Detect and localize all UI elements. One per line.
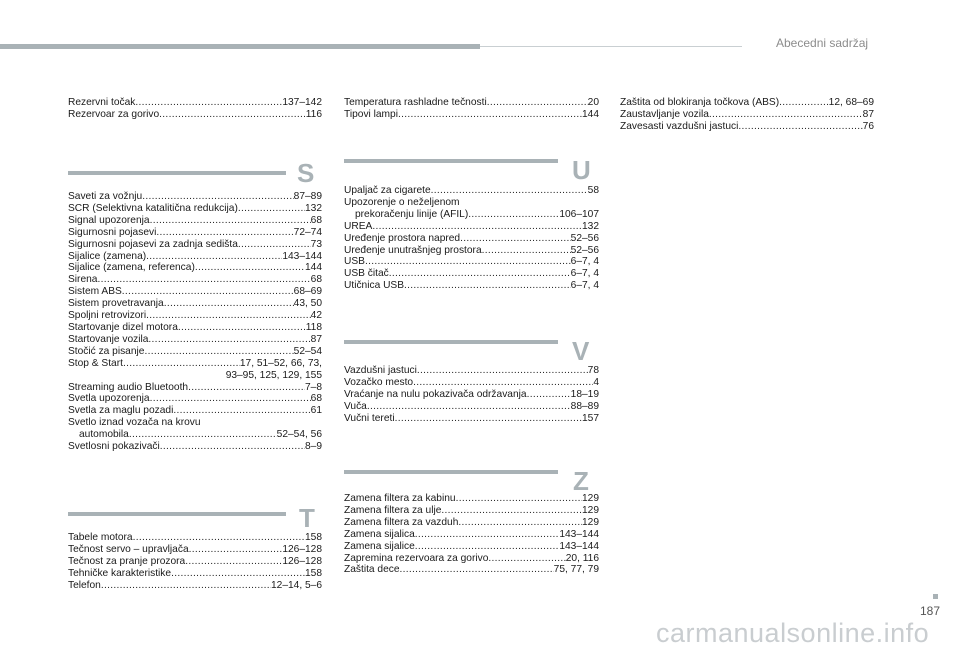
entry-term: Startovanje dizel motora: [68, 321, 178, 333]
entry-page-ref: 87: [862, 108, 874, 120]
entry-page-ref: 52–54, 56: [276, 429, 322, 441]
entry-term: Zamena sijalica: [344, 528, 415, 540]
section-letter: S: [297, 158, 315, 188]
section-letter: V: [572, 336, 590, 366]
entry-term: USB: [344, 256, 365, 268]
index-entry[interactable]: [68, 544, 322, 556]
index-list-u: [344, 185, 599, 292]
dot-leader: [238, 203, 305, 215]
entry-page-ref: 68: [310, 214, 322, 226]
entry-term: Sigurnosni pojasevi: [68, 226, 157, 238]
index-entry[interactable]: [68, 393, 322, 405]
index-entry[interactable]: [68, 251, 322, 263]
dot-leader: [389, 268, 571, 280]
entry-page-ref: 78: [587, 365, 599, 376]
header-rule: [480, 46, 742, 47]
entry-page-ref: 12–14, 5–6: [271, 579, 322, 591]
index-entry[interactable]: [344, 268, 599, 280]
entry-page-ref: 68–69: [293, 286, 322, 298]
entry-term: Zamena sijalice: [344, 540, 415, 552]
entry-term: Vozačko mesto: [344, 376, 414, 388]
entry-term: Saveti za vožnju: [68, 191, 143, 202]
index-list-col1-top: [68, 97, 322, 121]
entry-page-ref: 52–56: [570, 232, 599, 244]
dot-leader: [460, 233, 571, 245]
entry-term: Zamena filtera za vazduh: [344, 516, 459, 528]
dot-leader: [178, 322, 306, 334]
dot-leader: [189, 544, 283, 556]
entry-term: Rezervoar za gorivo: [68, 108, 160, 120]
index-entry[interactable]: [620, 109, 874, 121]
entry-term: Spoljni retrovizori: [68, 310, 147, 322]
index-entry[interactable]: [344, 529, 599, 541]
index-entry[interactable]: [344, 377, 599, 389]
index-entry[interactable]: [344, 493, 599, 505]
index-entry[interactable]: [68, 334, 322, 346]
dot-leader: [488, 553, 565, 565]
index-list-col2-top: [344, 97, 599, 121]
index-entry[interactable]: [344, 564, 599, 576]
dot-leader: [150, 215, 311, 227]
section-letter: Z: [573, 466, 589, 496]
index-entry[interactable]: [68, 274, 322, 286]
dot-leader: [148, 334, 310, 346]
dot-leader: [146, 310, 311, 322]
entry-term: Sijalice (zamena, referenca): [68, 262, 195, 274]
entry-term: Stop & Start: [68, 357, 123, 369]
entry-term: USB čitač: [344, 268, 389, 280]
index-entry[interactable]: [344, 109, 599, 121]
entry-page-ref: 137–142: [282, 97, 322, 108]
entry-term: Tečnost servo – upravljača: [68, 543, 189, 555]
entry-page-ref: 6–7, 4: [570, 256, 599, 268]
entry-term: Svetla za maglu pozadi: [68, 405, 174, 417]
section-header-s: [68, 160, 322, 188]
index-entry[interactable]: [344, 389, 599, 401]
entry-term: UREA: [344, 220, 373, 232]
entry-term: automobila: [79, 429, 129, 441]
index-entry[interactable]: [68, 441, 322, 453]
index-entry[interactable]: [68, 97, 322, 109]
dot-leader: [150, 393, 311, 405]
entry-page-ref: 158: [305, 532, 322, 543]
page-marker: [933, 594, 938, 599]
section-divider: [68, 512, 286, 516]
dot-leader: [413, 377, 593, 389]
entry-term: Upaljač za cigarete: [344, 185, 431, 196]
dot-leader: [188, 382, 305, 394]
entry-page-ref: 143–144: [282, 250, 322, 262]
entry-term: Uređenje unutrašnjeg prostora: [344, 244, 482, 256]
entry-page-ref: 129: [582, 504, 599, 516]
entry-term: Vraćanje na nulu pokazivača održavanja: [344, 388, 527, 400]
entry-page-ref: 61: [310, 405, 322, 417]
index-entry[interactable]: [68, 262, 322, 274]
index-entry[interactable]: [68, 109, 322, 121]
index-entry[interactable]: [344, 505, 599, 517]
watermark: carmanualsonline.info: [656, 618, 930, 648]
dot-leader: [173, 405, 310, 417]
dot-leader: [738, 121, 862, 133]
entry-page-ref: 132: [305, 202, 322, 214]
entry-page-ref: 18–19: [570, 388, 599, 400]
section-divider: [68, 171, 286, 175]
dot-leader: [415, 529, 560, 541]
entry-term: Startovanje vozila: [68, 333, 149, 345]
index-entry[interactable]: [68, 382, 322, 394]
index-entry[interactable]: [68, 203, 322, 215]
index-entry[interactable]: [344, 97, 599, 109]
dot-leader: [122, 286, 294, 298]
index-entry-heading: Upozorenje o neželjenom: [344, 196, 460, 208]
index-entry[interactable]: [68, 532, 322, 544]
section-header-z: [344, 466, 599, 494]
index-entry[interactable]: [344, 256, 599, 268]
header-bar: [0, 44, 480, 49]
entry-page-ref: 6–7, 4: [570, 268, 599, 280]
dot-leader: [164, 298, 294, 310]
entry-page-ref: 126–128: [282, 543, 322, 555]
entry-page-ref: 52–56: [570, 244, 599, 256]
index-entry[interactable]: [344, 401, 599, 413]
entry-term: Zaštita od blokiranja točkova (ABS): [620, 97, 780, 108]
entry-term: Zamena filtera za kabinu: [344, 493, 456, 504]
entry-page-ref: 116: [305, 108, 322, 120]
entry-term: Streaming audio Bluetooth: [68, 381, 189, 393]
index-entry-continuation: 93–95, 125, 129, 155: [225, 369, 322, 381]
entry-page-ref: 87–89: [293, 191, 322, 202]
index-entry[interactable]: [68, 405, 322, 417]
entry-term: Tehničke karakteristike: [68, 567, 172, 579]
dot-leader: [133, 532, 305, 544]
index-entry[interactable]: [68, 191, 322, 203]
entry-term: Telefon: [68, 579, 101, 591]
index-list-s: [68, 191, 322, 453]
header-title: Abecedni sadržaj: [776, 36, 869, 50]
dot-leader: [159, 109, 306, 121]
entry-term: Vazdušni jastuci: [344, 365, 417, 376]
entry-term: Svetlosni pokazivači: [68, 441, 160, 453]
entry-page-ref: 7–8: [305, 381, 322, 393]
entry-page-ref: 68: [310, 393, 322, 405]
dot-leader: [146, 251, 282, 263]
dot-leader: [468, 209, 559, 221]
dot-leader: [456, 493, 582, 505]
entry-term: Vučni tereti: [344, 412, 395, 424]
index-entry-heading: Svetlo iznad vozača na krovu: [68, 417, 201, 429]
entry-page-ref: 73: [310, 238, 322, 250]
dot-leader: [431, 185, 588, 197]
entry-page-ref: 126–128: [282, 555, 322, 567]
index-entry[interactable]: [344, 233, 599, 245]
entry-page-ref: 75, 77, 79: [553, 564, 599, 576]
index-entry[interactable]: [68, 580, 322, 592]
entry-term: Sistem provetravanja: [68, 298, 164, 310]
index-entry[interactable]: [68, 358, 322, 370]
index-entry[interactable]: [620, 121, 874, 133]
dot-leader: [101, 580, 271, 592]
dot-leader: [365, 256, 571, 268]
index-list-t: [68, 532, 322, 592]
dot-leader: [97, 274, 310, 286]
dot-leader: [527, 389, 571, 401]
dot-leader: [395, 413, 582, 425]
index-entry[interactable]: [68, 310, 322, 322]
entry-page-ref: 132: [582, 220, 599, 232]
entry-page-ref: 4: [593, 376, 599, 388]
dot-leader: [415, 541, 560, 553]
dot-leader: [458, 517, 582, 529]
entry-term: prekoračenju linije (AFIL): [355, 208, 469, 220]
dot-leader: [400, 564, 554, 576]
dot-leader: [487, 97, 588, 109]
entry-term: Zamena filtera za ulje: [344, 504, 442, 516]
entry-term: Sigurnosni pojasevi za zadnja sedišta: [68, 238, 238, 250]
dot-leader: [238, 239, 311, 251]
entry-term: Sirena: [68, 274, 98, 286]
entry-page-ref: 76: [862, 120, 874, 132]
entry-page-ref: 87: [310, 333, 322, 345]
dot-leader: [135, 97, 282, 109]
entry-page-ref: 12, 68–69: [828, 97, 874, 108]
entry-term: Stočić za pisanje: [68, 345, 145, 357]
index-entry[interactable]: [68, 239, 322, 251]
index-entry[interactable]: [68, 215, 322, 227]
entry-page-ref: 144: [582, 108, 599, 120]
entry-page-ref: 42: [310, 310, 322, 322]
entry-page-ref: 17, 51–52, 66, 73,: [239, 357, 322, 369]
index-list-v: [344, 365, 599, 425]
entry-term: Zaštita dece: [344, 564, 400, 576]
entry-term: Vuča: [344, 400, 367, 412]
section-header-t: [68, 505, 322, 533]
index-entry[interactable]: [68, 298, 322, 310]
entry-page-ref: 6–7, 4: [570, 280, 599, 292]
index-entry[interactable]: [68, 286, 322, 298]
dot-leader: [142, 191, 293, 203]
entry-term: Signal upozorenja: [68, 214, 150, 226]
entry-page-ref: 129: [582, 493, 599, 504]
section-divider: [344, 159, 558, 163]
dot-leader: [398, 109, 582, 121]
entry-page-ref: 68: [310, 274, 322, 286]
entry-page-ref: 143–144: [559, 540, 599, 552]
dot-leader: [482, 245, 571, 257]
index-entry[interactable]: [68, 556, 322, 568]
entry-page-ref: 20: [587, 97, 599, 108]
index-entry[interactable]: [344, 209, 599, 221]
dot-leader: [417, 365, 588, 377]
entry-page-ref: 158: [305, 567, 322, 579]
index-entry[interactable]: [68, 429, 322, 441]
entry-page-ref: 88–89: [570, 400, 599, 412]
dot-leader: [367, 401, 571, 413]
index-entry[interactable]: [344, 413, 599, 425]
dot-leader: [779, 97, 829, 109]
dot-leader: [160, 441, 305, 453]
section-header-v: [344, 336, 599, 364]
dot-leader: [709, 109, 863, 121]
section-letter: U: [572, 155, 591, 185]
entry-term: Utičnica USB: [344, 280, 405, 292]
entry-term: Zapremina rezervoara za gorivo: [344, 552, 489, 564]
entry-term: Zaustavljanje vozila: [620, 108, 709, 120]
index-entry[interactable]: [344, 280, 599, 292]
entry-page-ref: 157: [582, 412, 599, 424]
entry-term: Tabele motora: [68, 532, 133, 543]
index-entry[interactable]: [620, 97, 874, 109]
section-divider: [344, 340, 558, 344]
dot-leader: [372, 221, 582, 233]
index-list-z: [344, 493, 599, 576]
section-divider: [344, 470, 558, 474]
index-list-col3-top: [620, 97, 874, 133]
dot-leader: [404, 280, 571, 292]
index-entry[interactable]: [344, 541, 599, 553]
dot-leader: [441, 505, 582, 517]
entry-page-ref: 106–107: [559, 208, 599, 220]
index-entry[interactable]: [68, 227, 322, 239]
index-entry[interactable]: [344, 245, 599, 257]
dot-leader: [129, 429, 277, 441]
dot-leader: [185, 556, 282, 568]
entry-term: Temperatura rashladne tečnosti: [344, 97, 487, 108]
index-entry[interactable]: [344, 517, 599, 529]
index-entry[interactable]: [68, 568, 322, 580]
entry-term: Sijalice (zamena): [68, 250, 147, 262]
dot-leader: [171, 568, 305, 580]
entry-term: Sistem ABS: [68, 286, 122, 298]
entry-term: Tipovi lampi: [344, 108, 398, 120]
index-entry[interactable]: [344, 185, 599, 197]
section-header-u: [344, 155, 599, 183]
dot-leader: [123, 358, 240, 370]
entry-page-ref: 58: [587, 185, 599, 196]
index-entry[interactable]: [344, 365, 599, 377]
entry-page-ref: 8–9: [305, 441, 322, 453]
dot-leader: [144, 346, 293, 358]
entry-page-ref: 20, 116: [565, 552, 599, 564]
entry-term: SCR (Selektivna katalitična redukcija): [68, 202, 238, 214]
entry-page-ref: 43, 50: [293, 298, 322, 310]
section-letter: T: [299, 503, 315, 533]
entry-term: Svetla upozorenja: [68, 393, 150, 405]
entry-page-ref: 52–54: [293, 345, 322, 357]
entry-term: Uređenje prostora napred: [344, 232, 461, 244]
entry-page-ref: 143–144: [559, 528, 599, 540]
index-entry[interactable]: [344, 553, 599, 565]
entry-term: Zavesasti vazdušni jastuci: [620, 120, 739, 132]
entry-page-ref: 144: [305, 262, 322, 274]
entry-page-ref: 118: [305, 321, 322, 333]
dot-leader: [195, 262, 305, 274]
index-entry[interactable]: [68, 346, 322, 358]
index-entry[interactable]: [68, 322, 322, 334]
index-entry[interactable]: [344, 221, 599, 233]
dot-leader: [156, 227, 293, 239]
page-number: 187: [920, 604, 941, 618]
entry-term: Rezervni točak: [68, 97, 136, 108]
entry-page-ref: 129: [582, 516, 599, 528]
entry-term: Tečnost za pranje prozora: [68, 555, 186, 567]
entry-page-ref: 72–74: [293, 226, 322, 238]
